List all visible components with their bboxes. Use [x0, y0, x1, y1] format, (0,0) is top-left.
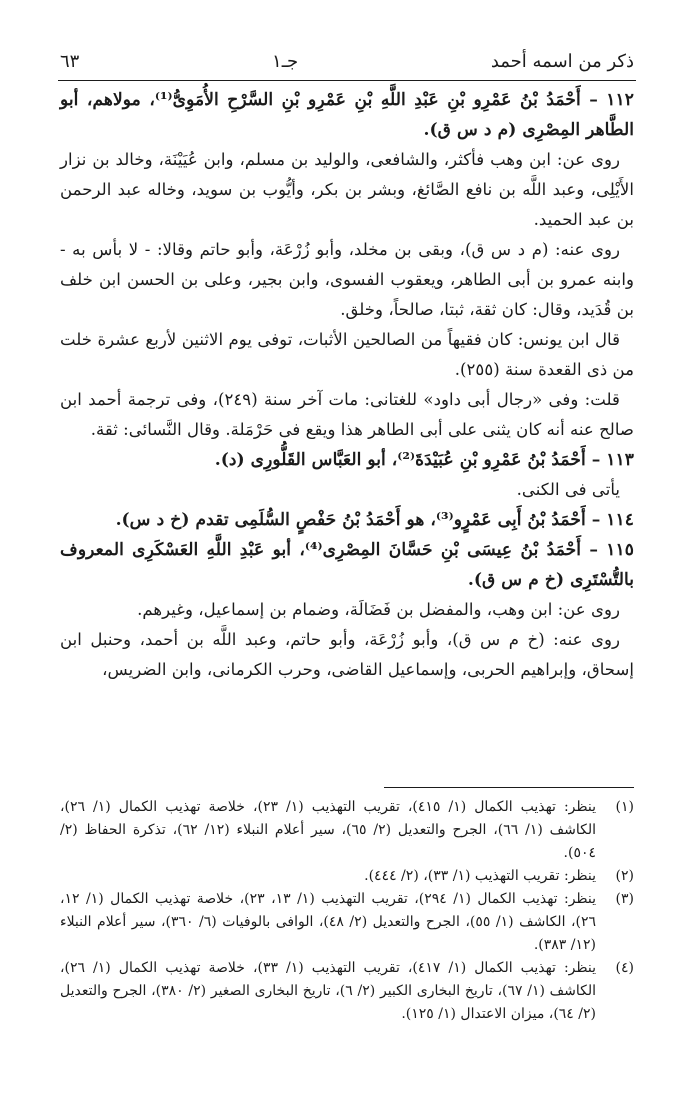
entry-113-note: يأتى فى الكنى.: [516, 480, 620, 499]
footnotes: [60, 796, 634, 1056]
entry-114-heading: ١١٤ – أَحْمَدُ بْنُ أَبِى عَمْرٍو⁽³⁾، هو أَحْمَدُ بْنُ حَفْصٍ السُّلَمِى تقدم (خ د س).: [115, 510, 634, 530]
footnote-number: (٢): [615, 868, 634, 884]
entry-112-narrated-from: روى عن: ابن وهب فأكثر، والشافعى، والوليد بن مسلم، وابن عُيَيْنَة، وخالد بن نزار الأَيْلِى، وعبد اللَّه بن نافع الصَّائغ، وبشر بن بكر، وأيُّوب بن سويد، وخاله عبد الرحمن بن عبد الحميد.: [60, 150, 634, 229]
entry-112-heading: ١١٢ – أَحْمَدُ بْنُ عَمْرِو بْنِ عَبْدِ اللَّهِ بْنِ عَمْرِو بْنِ السَّرْحِ الأُمَوِىُّ⁽¹⁾، مولاهم، أبو الطَّاهر المِصْرِى (م د س ق).: [60, 90, 634, 140]
entry-112-remark: قلت: وفى «رجال أبى داود» للغتانى: مات آخر سنة (٢٤٩)، وفى ترجمة أحمد ابن صالح عنه أنه كان يثنى على أبى الطاهر هذا ويقع فى حَرْمَلة. وقال النَّسائى: ثقة.: [60, 390, 634, 439]
running-header: [60, 42, 634, 78]
volume-label: جـ١: [272, 51, 299, 72]
entry-113-heading: ١١٣ – أَحْمَدُ بْنُ عَمْرِو بْنِ عُبَيْدَةَ⁽²⁾، أبو العَبَّاس القَلُّورِى (د).: [214, 450, 634, 470]
entry-112-ibn-yunus-note: قال ابن يونس: كان فقيهاً من الصالحين الأثبات، توفى يوم الاثنين لأربع عشرة خلت من ذى القعدة سنة (٢٥٥).: [60, 330, 634, 379]
header-divider: [58, 80, 636, 81]
section-title: ذكر من اسمه أحمد: [490, 51, 634, 72]
footnote-item: [60, 957, 634, 1026]
entry-112-narrated-by: روى عنه: (م د س ق)، وبقى بن مخلد، وأبو زُرْعَة، وأبو حاتم وقالا: - لا بأس به - وابنه عمرو بن أبى الطاهر، ويعقوب الفسوى، وابن بجير، وعلى بن الحسن ابن خلف بن قُدَيد، وقال: كان ثقة، ثبتا، صالحاً، وخلق.: [60, 240, 634, 319]
footnote-item: [60, 865, 634, 888]
page-number: ٦٣: [60, 51, 80, 72]
footnote-text: ينظر: تهذيب الكمال (١/ ٤١٥)، تقريب التهذيب (١/ ٢٣)، خلاصة تهذيب الكمال (١/ ٢٦)، الكاشف (١/ ٦٦)، الجرح والتعديل (٢/ ٦٥)، سير أعلام النبلاء (١٢/ ٦٢)، تذكرة الحفاظ (٢/ ٥٠٤).: [60, 799, 597, 861]
footnote-number: (١): [615, 799, 634, 815]
footnote-text: ينظر: تهذيب الكمال (١/ ٤١٧)، تقريب التهذيب (١/ ٣٣)، خلاصة تهذيب الكمال (١/ ٢٦)، الكاشف (١/ ٦٧)، تاريخ البخارى الكبير (٢/ ٦)، تاريخ البخارى الصغير (٢/ ٣٨٠)، الجرح والتعديل (٢/ ٦٤)، ميزان الاعتدال (١/ ١٢٥).: [60, 960, 597, 1022]
main-text: [60, 85, 634, 770]
entry-115-heading: ١١٥ – أَحْمَدُ بْنُ عِيسَى بْنِ حَسَّانَ المِصْرِى⁽⁴⁾، أبو عَبْدِ اللَّهِ العَسْكَرِى المعروف بالتُّسْتَرِى (خ م س ق).: [60, 540, 634, 590]
footnote-number: (٣): [615, 891, 634, 907]
footnote-divider: [384, 787, 634, 788]
footnote-text: ينظر: تهذيب الكمال (١/ ٢٩٤)، تقريب التهذيب (١/ ١٣، ٢٣)، خلاصة تهذيب الكمال (١/ ١٢، ٢٦)، الكاشف (١/ ٥٥)، الجرح والتعديل (٢/ ٤٨)، الوافى بالوفيات (٦/ ٣٦٠)، سير أعلام النبلاء (١٢/ ٣٨٣).: [60, 891, 597, 953]
footnote-item: [60, 796, 634, 865]
footnote-text: ينظر: تقريب التهذيب (١/ ٣٣)، (٢/ ٤٤٤).: [364, 868, 596, 884]
entry-115-narrated-from: روى عن: ابن وهب، والمفضل بن فَضَالَة، وضمام بن إسماعيل، وغيرهم.: [137, 600, 620, 619]
entry-115-narrated-by: روى عنه: (خ م س ق)، وأبو زُرْعَة، وأبو حاتم، وعبد اللَّه بن أحمد، وحنبل ابن إسحاق، وإبراهيم الحربى، وإسماعيل القاضى، وحرب الكرمانى، وابن الضريس،: [60, 630, 634, 679]
footnote-number: (٤): [615, 960, 634, 976]
footnote-item: [60, 888, 634, 957]
